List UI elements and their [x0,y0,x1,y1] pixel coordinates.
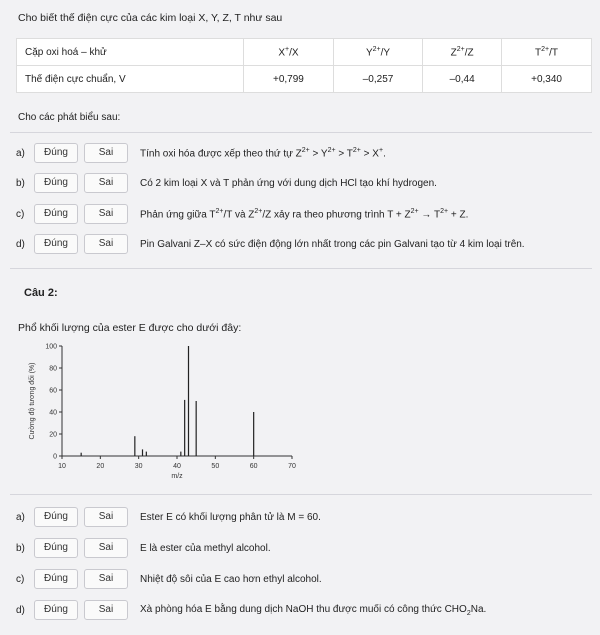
false-button[interactable]: Sai [84,143,128,163]
statement-row [16,506,321,528]
table-row [17,66,592,93]
divider [10,268,592,269]
y-tick-label: 100 [45,343,57,351]
chart-peaks [81,346,254,456]
x-tick-label: 70 [288,463,296,470]
table-cell: $Z^{2+}/Z$ [423,39,502,66]
x-tick-label: 10 [58,463,66,470]
potential-table [16,38,592,93]
true-button[interactable]: Đúng [34,569,78,589]
table-cell: –0,257 [333,66,422,93]
x-tick-label: 60 [249,463,258,470]
y-tick-label: 60 [49,387,57,395]
false-button[interactable]: Sai [84,173,128,193]
statement-row [16,233,525,255]
true-button[interactable]: Đúng [34,507,78,527]
statement-label: a) [16,147,25,159]
statement-label: d) [16,604,25,616]
statement-row [16,568,322,590]
y-tick-label: 40 [49,409,57,417]
statement-label: c) [16,208,25,220]
spectrum-intro: Phổ khối lượng của ester E được cho dưới đây: [18,322,242,334]
x-tick-label: 20 [96,463,105,470]
table-cell: –0,44 [423,66,502,93]
false-button[interactable]: Sai [84,600,128,620]
y-tick-label: 0 [53,453,57,461]
table-cell: $T^{2+}/T$ [502,39,592,66]
statement-text: Pin Galvani Z–X có sức điện động lớn nhất trong các pin Galvani tạo từ 4 kim loại trên. [140,238,525,250]
divider [10,132,592,133]
statements-intro: Cho các phát biểu sau: [18,112,121,123]
true-button[interactable]: Đúng [34,234,78,254]
statement-row [16,599,486,621]
statement-label: c) [16,573,25,585]
statement-label: b) [16,177,25,189]
chart-axes [27,344,296,481]
divider [10,494,592,495]
x-tick-label: 50 [211,463,220,470]
table-cell: $Y^{2+}/Y$ [333,39,422,66]
statement-row [16,203,468,225]
statement-row [16,537,271,559]
y-tick-label: 20 [49,431,57,439]
statement-label: d) [16,238,25,250]
true-button[interactable]: Đúng [34,538,78,558]
y-tick-label: 80 [49,365,57,373]
x-tick-label: 40 [173,463,181,470]
true-button[interactable]: Đúng [34,204,78,224]
table-cell: Cặp oxi hoá – khử [17,39,244,66]
statement-row [16,142,386,164]
table-cell: +0,799 [244,66,334,93]
statement-label: b) [16,542,25,554]
statement-text: Nhiệt độ sôi của E cao hơn ethyl alcohol. [140,573,322,585]
table-cell: Thế điện cực chuẩn, V [17,66,244,93]
statement-text: Ester E có khối lượng phân tử là M = 60. [140,511,321,523]
question-heading: Câu 2: [24,287,58,299]
y-axis-label: Cường độ tương đối (%) [29,362,36,440]
false-button[interactable]: Sai [84,204,128,224]
q1-intro: Cho biết thế điện cực của các kim loại X, Y, Z, T như sau [18,12,283,24]
false-button[interactable]: Sai [84,569,128,589]
x-tick-label: 30 [134,463,143,470]
statement-text: E là ester của methyl alcohol. [140,542,271,554]
mass-spectrum-chart [22,338,312,488]
false-button[interactable]: Sai [84,234,128,254]
true-button[interactable]: Đúng [34,173,78,193]
false-button[interactable]: Sai [84,507,128,527]
false-button[interactable]: Sai [84,538,128,558]
statement-row [16,172,437,194]
statement-label: a) [16,511,25,523]
statement-text: Tính oxi hóa được xếp theo thứ tự $Z^{2+} > Y^{2+} > T^{2+} > X^+$. [140,146,386,160]
statement-text: Xà phòng hóa E bằng dung dịch NaOH thu được muối có công thức $CHO_2Na$. [140,603,487,617]
table-cell: +0,340 [502,66,592,93]
x-axis-label: m/z [171,473,183,480]
true-button[interactable]: Đúng [34,143,78,163]
table-cell: X+/X [244,39,334,66]
statement-text: Phản ứng giữa $T^{2+}/T$ và $Z^{2+}/Z$ xảy ra theo phương trình $T + Z^{2+} \to T^{2+} + Z$. [140,207,469,221]
true-button[interactable]: Đúng [34,600,78,620]
statement-text: Có 2 kim loại X và T phản ứng với dung dịch HCl tạo khí hydrogen. [140,177,437,189]
table-header-row [17,39,592,66]
